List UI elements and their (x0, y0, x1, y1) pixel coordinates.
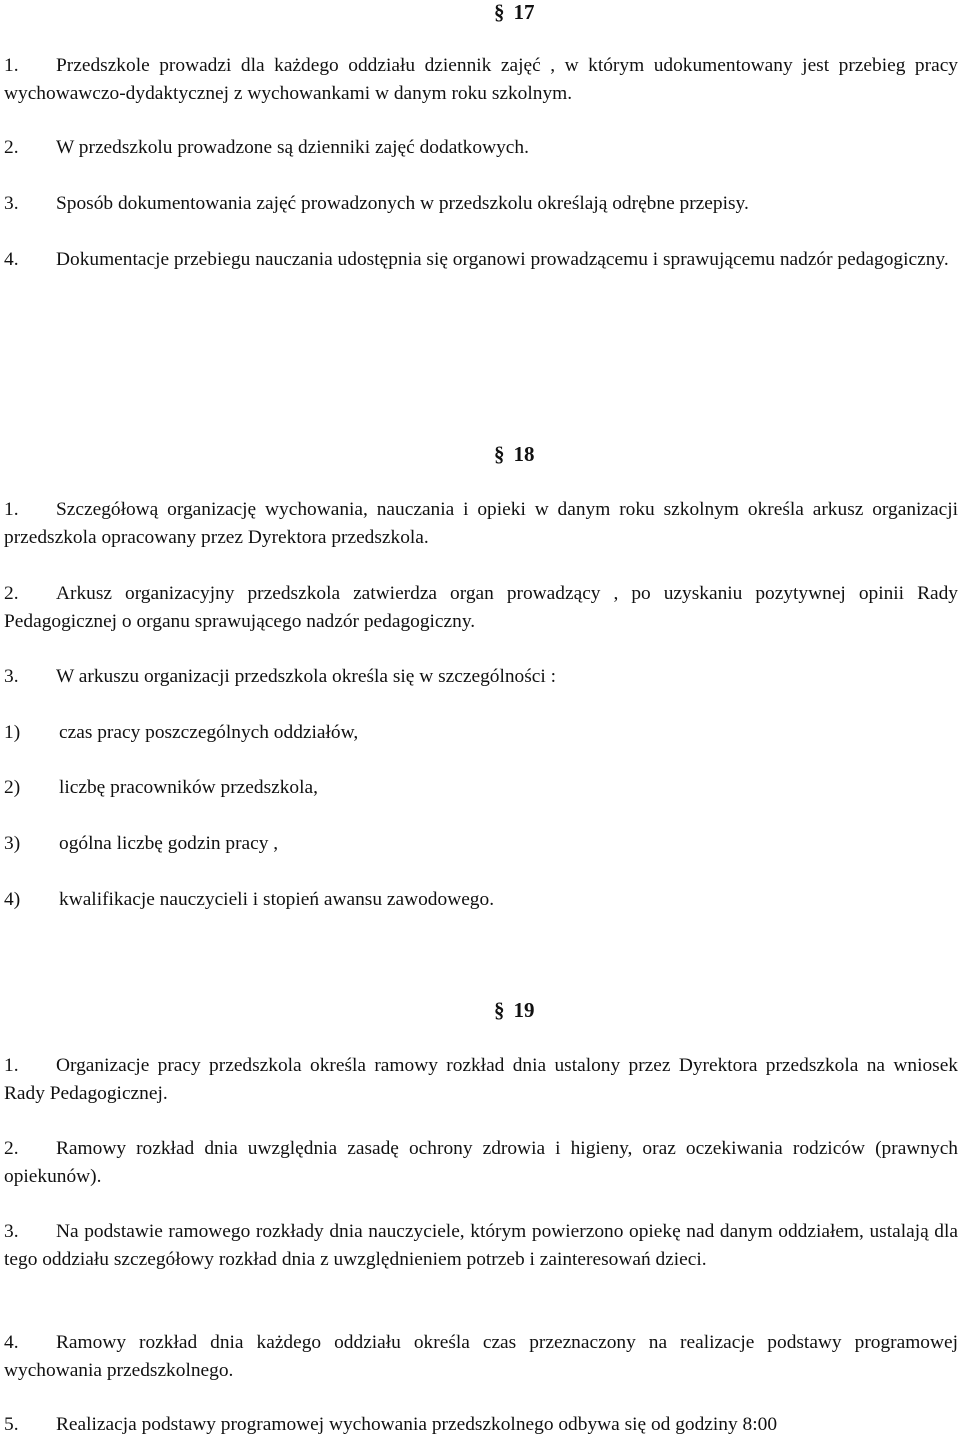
paragraph-text: Realizacja podstawy programowej wychowania przedszkolnego odbywa się od godziny 8:00 (56, 1414, 778, 1435)
paragraph-number: 5. (4, 1414, 19, 1435)
paragraph-number: 4. (4, 249, 19, 270)
list-item (4, 774, 318, 802)
list-number: 1) (4, 722, 21, 743)
paragraph-number: 1. (4, 499, 19, 520)
paragraph-number: 3. (4, 193, 19, 214)
section-number: 17 (513, 0, 535, 24)
paragraph-text: Na podstawie ramowego rozkłady dnia nauczyciele, którym powierzono opiekę nad danym oddziałem, ustalają dla tego oddziału szczegółowy rozkład dnia z uwzględnieniem potrzeb i zainteresowań dzieci. (4, 1221, 958, 1270)
paragraph-number: 1. (4, 1055, 19, 1076)
list-text: kwalifikacje nauczycieli i stopień awansu zawodowego. (59, 889, 495, 910)
list-item (4, 719, 358, 747)
paragraph-17-2 (4, 134, 958, 162)
list-text: liczbę pracowników przedszkola, (59, 777, 318, 798)
paragraph-19-2 (4, 1135, 958, 1191)
paragraph-18-1 (4, 496, 958, 552)
paragraph-19-1 (4, 1052, 958, 1108)
section-heading-17 (494, 0, 535, 24)
paragraph-number: 4. (4, 1332, 19, 1353)
list-number: 2) (4, 777, 21, 798)
paragraph-number: 2. (4, 1138, 19, 1159)
paragraph-text: Organizacje pracy przedszkola określa ramowy rozkład dnia ustalony przez Dyrektora przedszkola na wniosek Rady Pedagogicznej. (4, 1055, 958, 1104)
section-heading-18 (494, 442, 535, 466)
paragraph-number: 3. (4, 1221, 19, 1242)
paragraph-text: W arkuszu organizacji przedszkola określa się w szczególności : (56, 666, 557, 687)
paragraph-18-2 (4, 580, 958, 636)
paragraph-number: 1. (4, 55, 19, 76)
section-heading-19 (494, 998, 535, 1022)
paragraph-text: W przedszkolu prowadzone są dzienniki zajęć dodatkowych. (56, 137, 529, 158)
paragraph-19-4 (4, 1329, 958, 1385)
paragraph-number: 2. (4, 137, 19, 158)
section-symbol: § (494, 442, 505, 466)
list-item (4, 830, 278, 858)
paragraph-text: Przedszkole prowadzi dla każdego oddziału dziennik zajęć , w którym udokumentowany jest przebieg pracy wychowawczo-dydaktycznej z wychowankami w danym roku szkolnym. (4, 55, 958, 104)
section-symbol: § (494, 0, 505, 24)
list-number: 3) (4, 833, 21, 854)
section-symbol: § (494, 998, 505, 1022)
section-number: 18 (513, 442, 535, 466)
paragraph-17-1 (4, 52, 958, 108)
list-number: 4) (4, 889, 21, 910)
paragraph-17-3 (4, 190, 958, 218)
paragraph-19-5 (4, 1411, 958, 1439)
paragraph-18-3 (4, 663, 958, 691)
list-item (4, 886, 494, 914)
paragraph-number: 2. (4, 583, 19, 604)
paragraph-19-3 (4, 1218, 958, 1274)
section-number: 19 (513, 998, 535, 1022)
list-text: czas pracy poszczególnych oddziałów, (59, 722, 359, 743)
paragraph-number: 3. (4, 666, 19, 687)
paragraph-text: Dokumentacje przebiegu nauczania udostępnia się organowi prowadzącemu i sprawującemu nadzór pedagogiczny. (56, 249, 949, 270)
paragraph-text: Ramowy rozkład dnia każdego oddziału określa czas przeznaczony na realizacje podstawy programowej wychowania przedszkolnego. (4, 1332, 958, 1381)
paragraph-text: Szczegółową organizację wychowania, nauczania i opieki w danym roku szkolnym określa arkusz organizacji przedszkola opracowany przez Dyrektora przedszkola. (4, 499, 958, 548)
paragraph-text: Arkusz organizacyjny przedszkola zatwierdza organ prowadzący , po uzyskaniu pozytywnej opinii Rady Pedagogicznej o organu sprawującego nadzór pedagogiczny. (4, 583, 958, 632)
list-text: ogólna liczbę godzin pracy , (59, 833, 279, 854)
paragraph-17-4 (4, 246, 958, 274)
paragraph-text: Sposób dokumentowania zajęć prowadzonych w przedszkolu określają odrębne przepisy. (56, 193, 749, 214)
paragraph-text: Ramowy rozkład dnia uwzględnia zasadę ochrony zdrowia i higieny, oraz oczekiwania rodziców (prawnych opiekunów). (4, 1138, 958, 1187)
